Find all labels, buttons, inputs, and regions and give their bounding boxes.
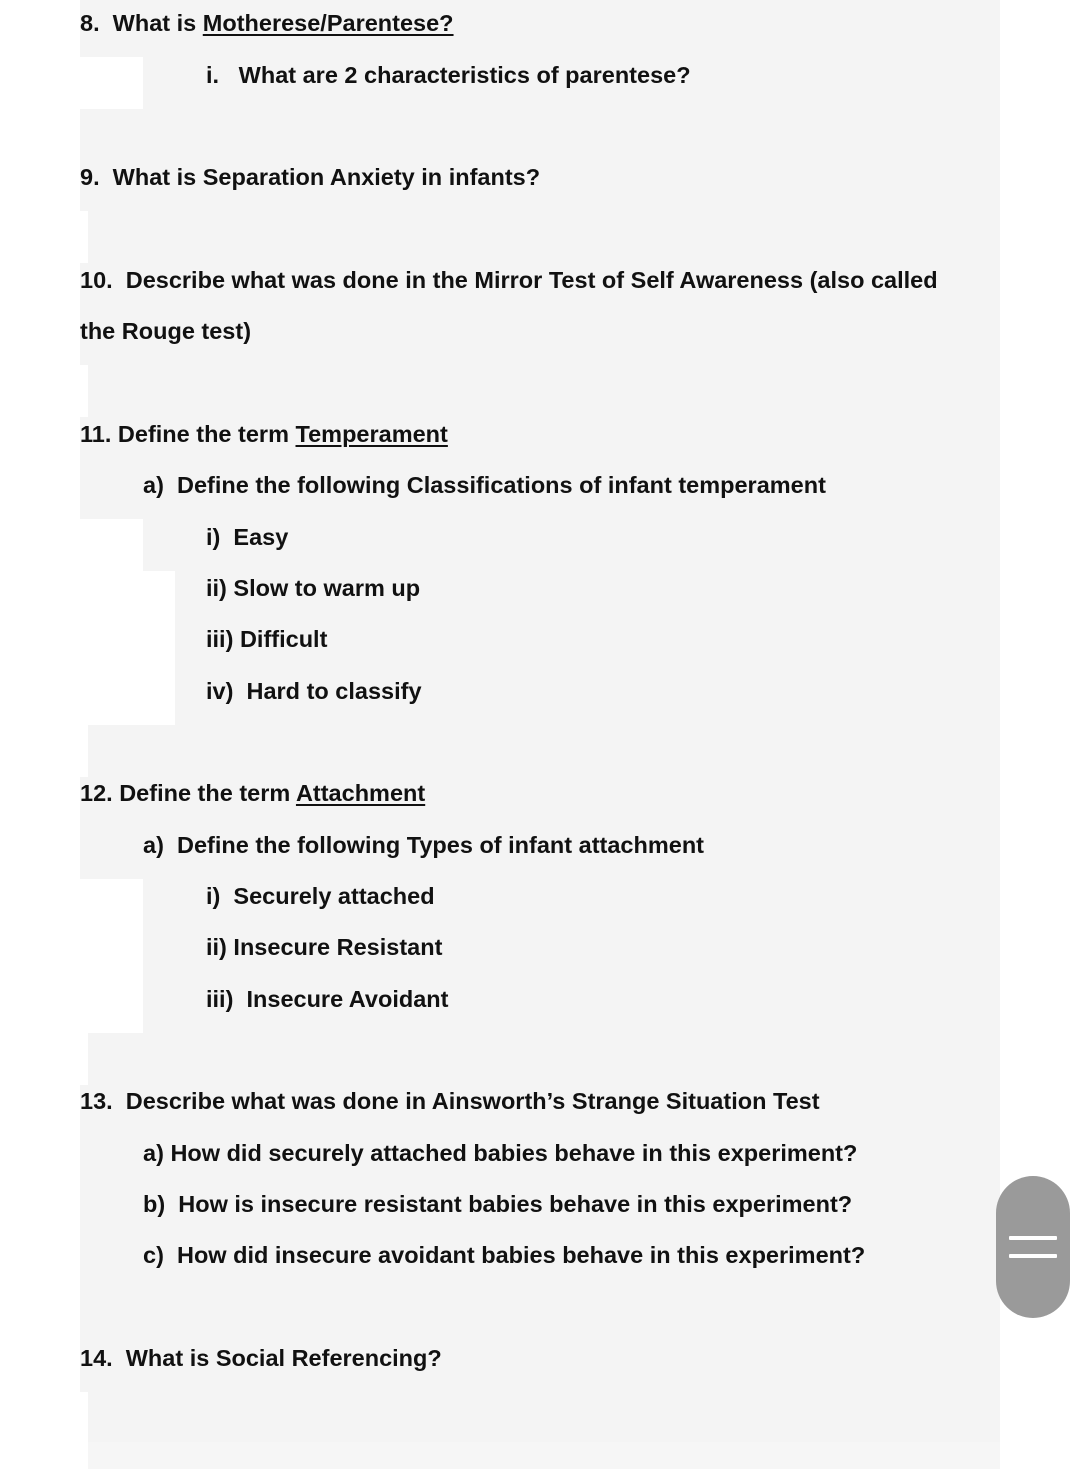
item-text: Slow to warm up [233, 575, 421, 601]
highlight-band [80, 109, 1000, 211]
question-text: Define the term [117, 421, 296, 447]
sub-text: Define the following Classifications of infant temperament [176, 472, 826, 498]
list-item [206, 882, 435, 910]
sub-text: How did securely attached babies behave in this experiment? [170, 1140, 858, 1166]
item-marker: ii) [206, 575, 227, 601]
item-marker: i) [206, 524, 221, 550]
question-13-sub-b [143, 1190, 852, 1218]
question-13 [80, 1087, 820, 1115]
question-number: 10. [80, 267, 113, 293]
item-marker: i) [206, 883, 221, 909]
question-8 [80, 9, 454, 37]
question-number: 12. [80, 780, 113, 806]
question-text: the Rouge test) [80, 318, 252, 344]
list-item [206, 574, 420, 602]
highlight-band [88, 365, 1000, 417]
question-10-continued [80, 317, 251, 345]
question-text: Describe what was done in the Mirror Test of Self Awareness (also called [125, 267, 938, 293]
list-item [206, 625, 327, 653]
question-number: 9. [80, 164, 100, 190]
highlight-band [88, 1442, 1000, 1469]
question-12-sub-a [143, 831, 704, 859]
item-text: Securely attached [233, 883, 435, 909]
item-marker: iii) [206, 986, 234, 1012]
sub-text: What are 2 characteristics of parentese? [238, 62, 691, 88]
highlight-band [88, 211, 1000, 263]
scroll-handle[interactable] [996, 1176, 1070, 1318]
item-text: Difficult [239, 626, 328, 652]
list-item [206, 677, 422, 705]
list-item [206, 985, 448, 1013]
drag-handle-icon [1009, 1236, 1057, 1240]
list-item [206, 933, 442, 961]
list-item [206, 523, 288, 551]
item-text: Hard to classify [246, 678, 422, 704]
drag-handle-icon [1009, 1254, 1057, 1258]
question-term: Temperament [295, 421, 448, 447]
sub-marker: a) [143, 472, 164, 498]
question-text: What is Social Referencing? [125, 1345, 442, 1371]
question-12 [80, 779, 425, 807]
question-14 [80, 1344, 442, 1372]
question-number: 8. [80, 10, 100, 36]
sub-text: How did insecure avoidant babies behave in this experiment? [176, 1242, 866, 1268]
question-13-sub-c [143, 1241, 865, 1269]
question-11-sub-a [143, 471, 826, 499]
item-marker: ii) [206, 934, 227, 960]
question-term: Motherese/Parentese? [202, 10, 454, 36]
question-text: What is Separation Anxiety in infants? [112, 164, 541, 190]
item-text: Insecure Avoidant [246, 986, 449, 1012]
question-text: What is [112, 10, 203, 36]
sub-text: How is insecure resistant babies behave in this experiment? [178, 1191, 853, 1217]
sub-marker: a) [143, 1140, 164, 1166]
sub-marker: b) [143, 1191, 166, 1217]
sub-marker: c) [143, 1242, 164, 1268]
question-term: Attachment [295, 780, 426, 806]
question-text: Define the term [119, 780, 296, 806]
question-number: 14. [80, 1345, 113, 1371]
question-number: 11. [80, 421, 112, 447]
highlight-band [88, 1392, 1000, 1442]
highlight-band [88, 725, 1000, 777]
item-text: Easy [233, 524, 289, 550]
question-8-sub-i [206, 61, 691, 89]
sub-marker: a) [143, 832, 164, 858]
question-text: Describe what was done in Ainsworth’s Strange Situation Test [125, 1088, 820, 1114]
question-11 [80, 420, 448, 448]
question-13-sub-a [143, 1139, 857, 1167]
item-marker: iii) [206, 626, 234, 652]
question-number: 13. [80, 1088, 113, 1114]
sub-marker: i. [206, 62, 220, 88]
highlight-band [88, 1033, 1000, 1085]
sub-text: Define the following Types of infant attachment [176, 832, 704, 858]
item-marker: iv) [206, 678, 234, 704]
item-text: Insecure Resistant [233, 934, 443, 960]
question-9 [80, 163, 540, 191]
question-10 [80, 266, 938, 294]
